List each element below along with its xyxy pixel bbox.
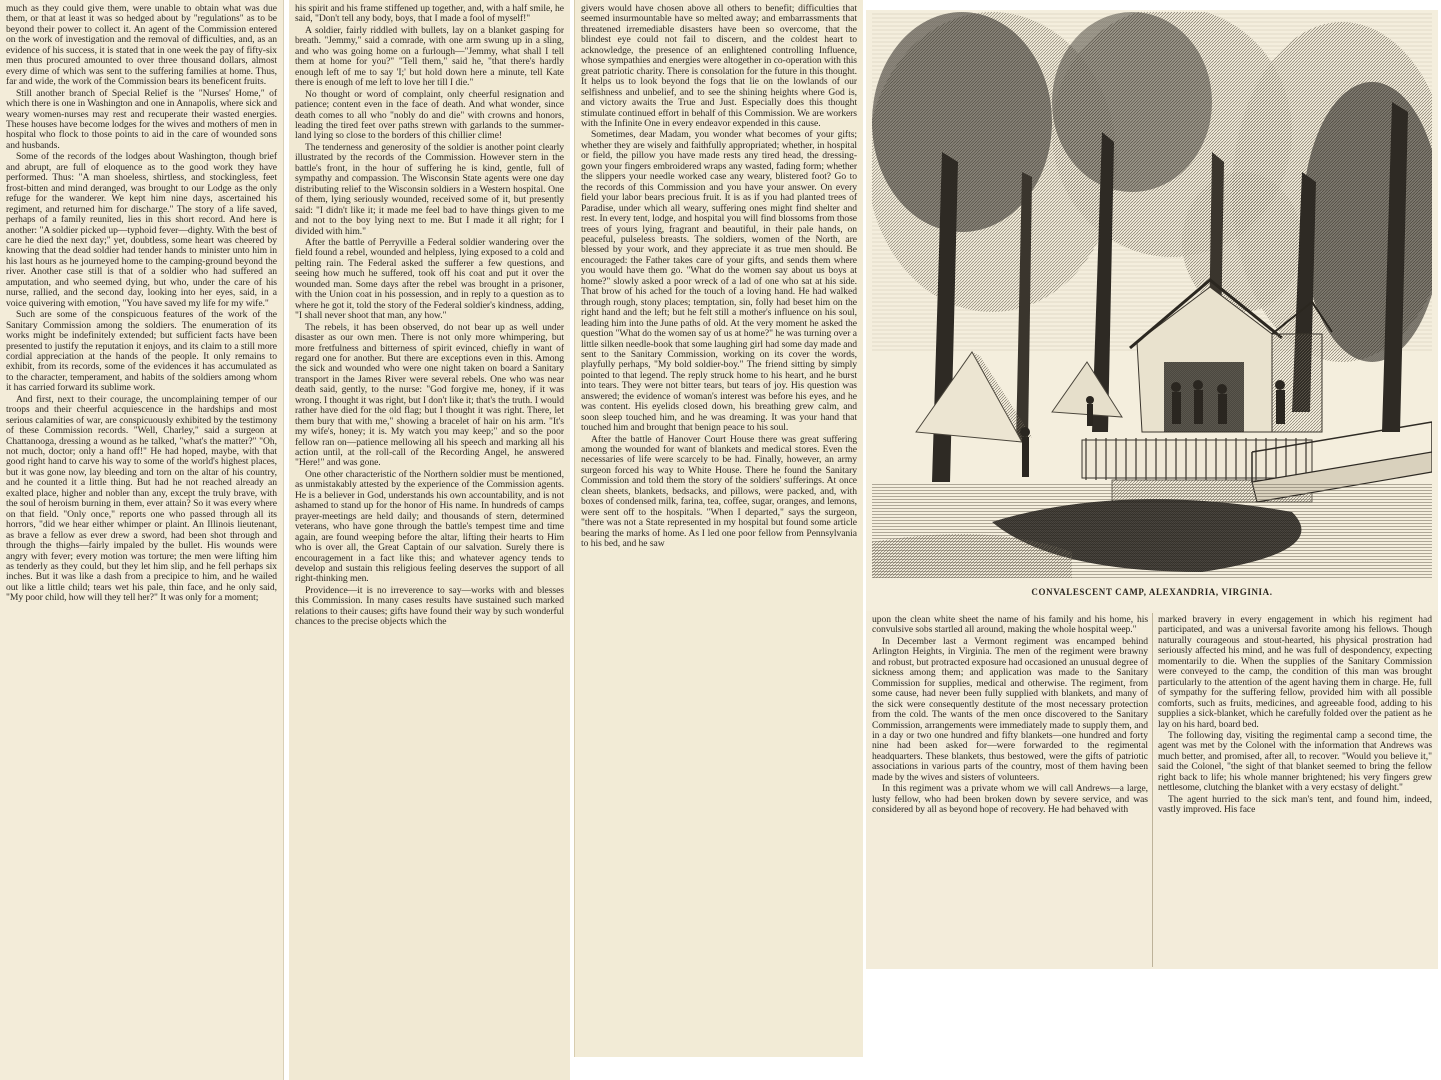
column-a-paragraph: Some of the records of the lodges about Washington, though brief and abrupt, are full of eloquence as to the good work they have performed. Thus: "A man shoeless, shirtless, and stockingless, feet frost-bitten and mind deranged, was brought to our Lodge as the only refuge for the wanderer. We kept him nine days, ascertained his regiment, and returned him for discharge." The story of a life saved, perhaps of a family reunited, lies in this short record. And here is another: "A soldier picked up—typhoid fever—dighty. With the best of care he died the next day;" yet, doubtless, some heart was cheered by knowing that the dead soldier had tender hands to minister unto him in his last hours as he journeyed home to the camping-ground beyond the river. Another case still is that of a soldier who had suffered an amputation, and who seemed dying, but who, under the care of his nurse, rallied, and the second day, looking into her eyes, said, in a voice quivering with emotion, "You have saved my life for my wife." <box>6 151 277 309</box>
convalescent-camp-engraving <box>872 12 1432 578</box>
column-e-right-paragraph: The agent hurried to the sick man's tent, and found him, indeed, vastly improved. His face <box>1158 793 1432 816</box>
column-a-paragraph: Such are some of the conspicuous features of the work of the Sanitary Commission among the soldiers. The enumeration of its works might be indefinitely extended; but sufficient facts have been presented to justify the reputation it enjoys, and its claim to a still more cordial appreciation at the hands of the people. It only remains to exhibit, from its records, some of the evidences it has accumulated as to the character, temperament, and habits of the soldiers among whom it has carried forward its sublime work. <box>6 309 277 394</box>
column-b-paragraph: his spirit and his frame stiffened up together, and, with a half smile, he said, "Don't tell any body, boys, that I made a fool of myself!" <box>295 3 564 25</box>
column-e-left-paragraph: In December last a Vermont regiment was encamped behind Arlington Heights, in Virginia. The men of the regiment were brawny and robust, but protracted exposure had occasioned an unusual degree of sickness among them; and application was made to the Sanitary Commission for supplies, medical and otherwise. The regiment, from some cause, had never been fully supplied with blankets, and many of the sick were consequently destitute of the most necessary protection from the cold. The wants of the men once discovered to the Sanitary Commission, arrangements were immediately made to supply them, and in a day or two one hundred and fifty blankets—one hundred and forty nine had been asked for—were forwarded to the regimental headquarters. These blankets, thus bestowed, were the gifts of patriotic associations in various parts of the country, most of them having been made by the wives and sisters of volunteers. <box>872 635 1148 783</box>
column-c-text <box>581 4 857 551</box>
column-b-paragraph: The tenderness and generosity of the soldier is another point clearly illustrated by the records of the Commission. However stern in the battle's front, in the hour of suffering he is kind, gentle, full of sympathy and compassion. The Wisconsin State agents were one day distributing relief to the Wisconsin soldiers in a Western hospital. One of them, lying seriously wounded, received some of it, but presently said: "I didn't like it; it made me feel bad to have things given to me and not to the boy lying next to me. But I made it all right; for I divided with him." <box>295 141 564 237</box>
column-c-paragraph: After the battle of Hanover Court House there was great suffering among the wounded for want of blankets and medical stores. Even the necessaries of life were scarcely to be had. Finally, however, an army surgeon forced his way to White House. There he found the Sanitary Commission and told them the story of the soldiers' sufferings. At once clean sheets, blankets, bedsacks, and pillows, were packed, and, with boxes of condensed milk, farina, tea, coffee, sugar, oranges, and lemons, were sent off to the hospitals. "When I departed," says the surgeon, "there was not a State represented in my hospital but found some article bearing the marks of home. As I led one poor fellow from Pennsylvania to his bed, and he saw <box>581 433 857 550</box>
column-c-paragraph: Sometimes, dear Madam, you wonder what becomes of your gifts; whether they are wisely and faithfully appropriated; whether, in hospital or field, the pillow you have made rests any tired head, the dressing-gown your fingers embroidered wraps any wasted, fading form; whether the slippers your needle worked case any weary, blistered foot? Go to the records of this Commission and you have your answer. On every field your labor bears precious fruit. It is as if you had planted trees of Paradise, under which all weary, suffering ones might find shelter and rest. In every tent, lodge, and hospital you will find blossoms from those trees of yours lying, fragrant and beautiful, in their pale hands, on peaceful, pulseless breasts. The soldiers, women of the North, are blessed by your work, and they appreciate it as true men should. Be encouraged: the Father takes care of your gifts, and sends them where you would have them go. "What do the women say about us boys at home?" slowly asked a poor wreck of a lad of one who sat at his side. That brow of his ached for the touch of a loving hand. He had walked through rough, stony places; temptation, sin, folly had beset him on the right hand and the left; but he felt still a mother's influence on his soul, leading him into the June paths of old. At the very moment he asked the question "What do the women say of us at home?" he was turning over a little silken needle-book that some laughing girl had some day made and sent to the Sanitary Commission, working on its cover the words, playfully perhaps, "My bold soldier-boy." The friend sitting by simply pointed to that legend. The reply struck home to his heart, and he burst into tears. They were not bitter tears, but tears of joy. His question was answered; the evidence of woman's interest was before his eyes, and he was content. His eyelids closed down, his breathing grew calm, and soon sleep touched him, and he was dreaming. It was your hand that touched him and brought that benign peace to his soul. <box>581 129 857 434</box>
column-e-left-paragraph: In this regiment was a private whom we will call Andrews—a large, lusty fellow, who had been broken down by severe service, and was considered by all as beyond hope of recovery. He had behaved with <box>872 783 1148 816</box>
clipping-lower-columns <box>866 611 1438 969</box>
column-e-left-text <box>872 615 1148 817</box>
column-divider <box>1152 613 1153 967</box>
illustration-caption: CONVALESCENT CAMP, ALEXANDRIA, VIRGINIA. <box>1031 587 1273 597</box>
clipping-column-b <box>289 0 570 1080</box>
column-b-text <box>295 4 564 629</box>
column-b-paragraph: A soldier, fairly riddled with bullets, lay on a blanket gasping for breath. "Jemmy," said a comrade, with one arm swung up in a sling, and who was going home on a furlough—"Jemmy, what shall I tell them at home for you?" "Tell them," said he, "that there's hardly enough left of me to say 'I;' but hold down here a minute, tell Kate there is enough of me left to love her till I die." <box>295 24 564 89</box>
column-b-paragraph: After the battle of Perryville a Federal soldier wandering over the field found a rebel, wounded and helpless, lying exposed to a cold and pelting rain. The Federal asked the sufferer a few questions, and seeing how much he suffered, took off his coat and put it over the wounded man. Some days after the rebel was brought in a prisoner, with the Union coat in his possession, and in reply to a question as to where he got it, told the story of the Federal soldier's kindness, adding, "I shall never shoot that man, any how." <box>295 236 564 322</box>
column-e-right-paragraph: The following day, visiting the regimental camp a second time, the agent was met by the Colonel with the information that Andrews was much better, and promised, after all, to recover. "Would you believe it," said the Colonel, "the sight of that blanket seemed to bring the fellow right back to life; his whole manner brightened; his very fingers grew nettlesome, clutching the blanket with a very ecstasy of delight." <box>1158 729 1432 794</box>
column-a-paragraph: Still another branch of Special Relief is the "Nurses' Home," of which there is one in Washington and one in Annapolis, where sick and weary women-nurses may rest and recuperate their wasted energies. These houses have become lodges for the wives and mothers of men in hospital who flock to those points to aid in the care of wounded sons and husbands. <box>6 87 277 151</box>
column-a-text <box>6 4 277 605</box>
clipping-column-c <box>574 0 863 1057</box>
column-e-left-paragraph: upon the clean white sheet the name of his family and his home, his convulsive sobs startled all around, making the whole hospital weep." <box>872 614 1148 636</box>
column-b-paragraph: One other characteristic of the Northern soldier must be mentioned, as unmistakably attested by the experience of the Commission agents. He is a believer in God, understands his own accountability, and is not ashamed to stand up for the honor of His name. In hundreds of camps prayer-meetings are held daily; and thousands of stern, determined veterans, who have gone through the battle's tempest time and time again, are found weeping before the altar, lifting their hearts to Him who is over all, the Great Captain of our salvation. Surely there is encouragement in a fact like this; and whatever agency tends to develop and sustain this religious feeling deserves the support of all right-thinking men. <box>295 468 564 585</box>
illustration-clipping <box>866 10 1438 615</box>
column-a-paragraph: And first, next to their courage, the uncomplaining temper of our troops and their cheerful acquiescence in the hardships and most serious calamities of war, are conspicuously exhibited by the testimony of these Commission records. "Well, Charley," said a surgeon at Chattanooga, dressing a wound as he talked, "what's the matter?" "Oh, not much, doctor; only a hand off!" He had hoped, maybe, with that good right hand to carve his way to some of the world's highest places, but it was gone now, lay bleeding and torn on the altar of his country, and he counted it a little thing. But had he not reached already an exalted place, higher and nobler than any, except the truly brave, with the soul of heroism burning in them, ever attain? So it was every where on that field. "Only once," reports one who passed through all its horrors, "did we hear either whimper or plaint. An Illinois lieutenant, as brave a fellow as ever drew a sword, had been shot through and through the thighs—fairly impaled by the bullet. His wounds were angry with fever; every motion was torture; the men were lifting him as tenderly as they could, but they let him slip, and he fell perhaps six inches. But it was like a dash from a precipice to him, and he wailed out like a little child; tears wet his pale, thin face, and he only said, "My poor child, how will they tell her?" It was only for a moment; <box>6 393 277 604</box>
column-b-paragraph: No thought or word of complaint, only cheerful resignation and patience; content even in the face of death. And what wonder, since death comes to all who "nobly do and die" with crowns and honors, leading the tired feet over paths strewn with garlands to the summer-land lying so close to the borders of this chillier clime! <box>295 88 564 142</box>
column-b-paragraph: Providence—it is no irreverence to say—works with and blesses this Commission. In many cases results have sustained such marked relations to their causes; gifts have found their way by such wonderful chances to the precise objects which the <box>295 584 564 628</box>
clipping-column-a <box>0 0 284 1080</box>
column-b-paragraph: The rebels, it has been observed, do not bear up as well under disaster as our own men. There is not only more whimpering, but more fretfulness and bitterness of spirit evinced, chiefly in want of regard one for another. But there are exceptions even in this. Among the sick and wounded who were one night taken on board a Sanitary transport in the James River were several rebels. One who was near death said, gently, to the nurse: "God forgive me, honey, if it was wrong. I thought it was right, but I don't like it; that's the truth. I would rather have died for the old flag; but I thought it was right. There, let them bury that with me," showing a bracelet of hair on his arm. "It's my wife's, honey; it is. My watch you may keep;" and so the poor fellow ran on—patience mellowing all his speech and marking all his action until, at the roll-call of the Recording Angel, he answered "Here!" and was gone. <box>295 321 564 469</box>
column-e-right-text <box>1158 615 1432 817</box>
column-a-paragraph: much as they could give them, were unable to obtain what was due them, or that at least it was so hedged about by "regulations" as to be beyond their power to collect it. An agent of the Commission entered on the work of investigation and the removal of difficulties, and, as an evidence of his success, it is stated that in one week the pay of fifty-six men thus procured amounted to over three thousand dollars, almost every dime of which was sent to the suffering families at home. Thus, far and wide, the work of the Commission bears its beneficent fruits. <box>6 3 277 88</box>
column-c-paragraph: givers would have chosen above all others to benefit; difficulties that seemed insurmountable have so melted away; and embarrassments that threatened irremediable disasters have been so overcome, that the blindest eye could not fail to discern, and the coldest heart to acknowledge, the presence of an enlightened controlling Influence, whose sympathies and energies were altogether in co-operation with this great patriotic charity. There is consolation for the future in this thought. It helps us to look beyond the fogs that lie on the lowlands of our selfishness and unbelief, and to see the shining heights where God is, and victory awaits the True and Just. Especially does this thought stimulate continued effort in behalf of this Commission. We are workers with the Infinite One in every endeavor expended in this cause. <box>581 3 857 129</box>
column-e-right-paragraph: marked bravery in every engagement in which his regiment had participated, and was a universal favorite among his fellows. Though naturally courageous and stout-hearted, his physical prostration had seriously affected his mind, and he was full of despondency, expecting momentarily to die. When the supplies of the Sanitary Commission were conveyed to the camp, the condition of this man was brought particularly to the attention of the agent having them in charge. He, full of sympathy for the suffering fellow, provided him with all possible comforts, such as fruits, medicines, and agreeable food, adding to his supplies a sick-blanket, which he carefully folded over the patient as he lay on his hard, board bed. <box>1158 614 1432 730</box>
